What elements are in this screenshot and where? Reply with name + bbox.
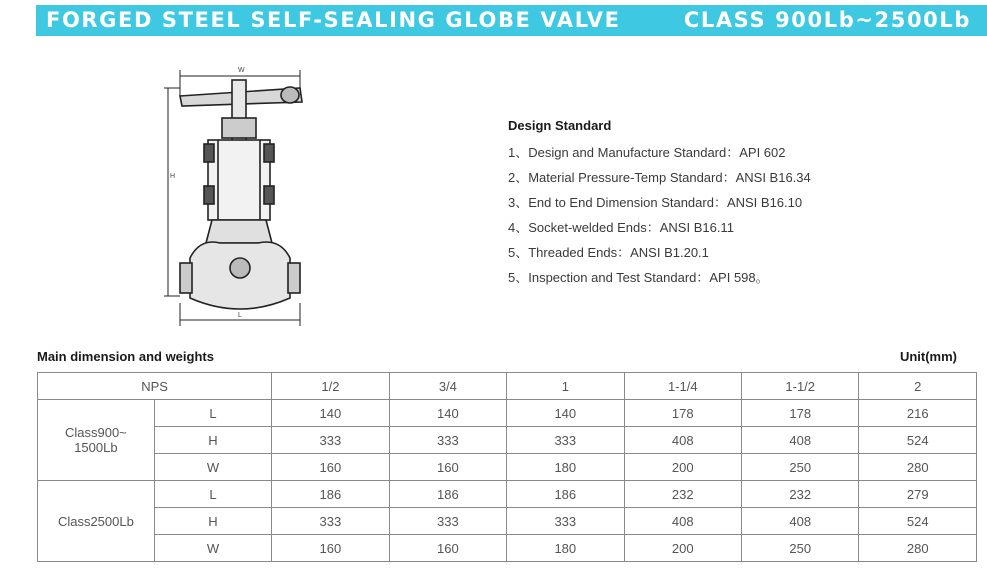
table-cell: 333 bbox=[507, 508, 624, 535]
table-cell: 279 bbox=[859, 481, 977, 508]
table-cell: 524 bbox=[859, 427, 977, 454]
design-standard-list bbox=[508, 140, 968, 290]
table-cell: 140 bbox=[389, 400, 506, 427]
standard-item: 1、Design and Manufacture Standard：API 602 bbox=[508, 145, 786, 160]
dimension-label-cell: L bbox=[154, 481, 271, 508]
table-cell: 333 bbox=[272, 508, 389, 535]
nps-header-cell: 1-1/2 bbox=[741, 373, 858, 400]
nps-header-cell: 3/4 bbox=[389, 373, 506, 400]
nps-header-cell: 1/2 bbox=[272, 373, 389, 400]
valve-drawing bbox=[160, 58, 310, 328]
table-cell: 250 bbox=[741, 454, 858, 481]
dimension-label-l: L bbox=[238, 312, 242, 319]
table-cell: 186 bbox=[507, 481, 624, 508]
nps-header-cell: 1 bbox=[507, 373, 624, 400]
table-cell: 178 bbox=[741, 400, 858, 427]
table-cell: 216 bbox=[859, 400, 977, 427]
dimension-label-cell: H bbox=[154, 427, 271, 454]
table-cell: 333 bbox=[389, 427, 506, 454]
table-row bbox=[38, 427, 977, 454]
table-cell: 180 bbox=[507, 535, 624, 562]
table-row bbox=[38, 400, 977, 427]
table-cell: 200 bbox=[624, 454, 741, 481]
table-cell: 333 bbox=[389, 508, 506, 535]
standard-item: 3、End to End Dimension Standard：ANSI B16.10 bbox=[508, 195, 803, 210]
design-standard-section bbox=[508, 118, 968, 290]
product-title: FORGED STEEL SELF-SEALING GLOBE VALVE bbox=[46, 8, 621, 32]
table-cell: 200 bbox=[624, 535, 741, 562]
dimension-label-cell: H bbox=[154, 508, 271, 535]
dimension-label-cell: W bbox=[154, 535, 271, 562]
table-cell: 160 bbox=[389, 535, 506, 562]
table-cell: 160 bbox=[389, 454, 506, 481]
table-cell: 250 bbox=[741, 535, 858, 562]
table-row bbox=[38, 535, 977, 562]
table-cell: 408 bbox=[741, 427, 858, 454]
standard-item: 4、Socket-welded Ends：ANSI B16.11 bbox=[508, 220, 734, 235]
nps-header: NPS bbox=[38, 373, 272, 400]
table-cell: 280 bbox=[859, 535, 977, 562]
table-cell: 408 bbox=[624, 508, 741, 535]
table-header-row bbox=[38, 373, 977, 400]
unit-label: Unit(mm) bbox=[899, 349, 957, 364]
class-label-cell: Class900~ 1500Lb bbox=[38, 400, 155, 481]
standard-item: 5、Threaded Ends：ANSI B1.20.1 bbox=[508, 245, 709, 260]
table-cell: 186 bbox=[272, 481, 389, 508]
standard-item: 5、Inspection and Test Standard：API 598。 bbox=[508, 270, 769, 285]
nps-header-cell: 1-1/4 bbox=[624, 373, 741, 400]
table-cell: 160 bbox=[272, 535, 389, 562]
dimension-label-cell: L bbox=[154, 400, 271, 427]
dimension-label-cell: W bbox=[154, 454, 271, 481]
table-cell: 178 bbox=[624, 400, 741, 427]
table-row bbox=[38, 454, 977, 481]
table-cell: 180 bbox=[507, 454, 624, 481]
table-cell: 280 bbox=[859, 454, 977, 481]
table-cell: 524 bbox=[859, 508, 977, 535]
dimension-label-w: W bbox=[238, 67, 245, 74]
table-cell: 333 bbox=[507, 427, 624, 454]
dimension-label-h: H bbox=[170, 173, 176, 180]
pressure-class-title: CLASS 900Lb~2500Lb bbox=[683, 8, 971, 32]
nps-header-cell: 2 bbox=[859, 373, 977, 400]
table-cell: 408 bbox=[741, 508, 858, 535]
table-cell: 333 bbox=[272, 427, 389, 454]
table-cell: 160 bbox=[272, 454, 389, 481]
table-cell: 186 bbox=[389, 481, 506, 508]
table-row bbox=[38, 481, 977, 508]
table-cell: 232 bbox=[624, 481, 741, 508]
table-cell: 140 bbox=[272, 400, 389, 427]
table-cell: 140 bbox=[507, 400, 624, 427]
dimension-table bbox=[37, 372, 977, 562]
table-cell: 408 bbox=[624, 427, 741, 454]
standard-item: 2、Material Pressure-Temp Standard：ANSI B16.34 bbox=[508, 170, 811, 185]
table-row bbox=[38, 508, 977, 535]
table-cell: 232 bbox=[741, 481, 858, 508]
class-label-cell: Class2500Lb bbox=[38, 481, 155, 562]
title-banner bbox=[36, 5, 987, 36]
design-standard-heading: Design Standard bbox=[508, 118, 612, 133]
table-caption: Main dimension and weights bbox=[37, 349, 214, 364]
